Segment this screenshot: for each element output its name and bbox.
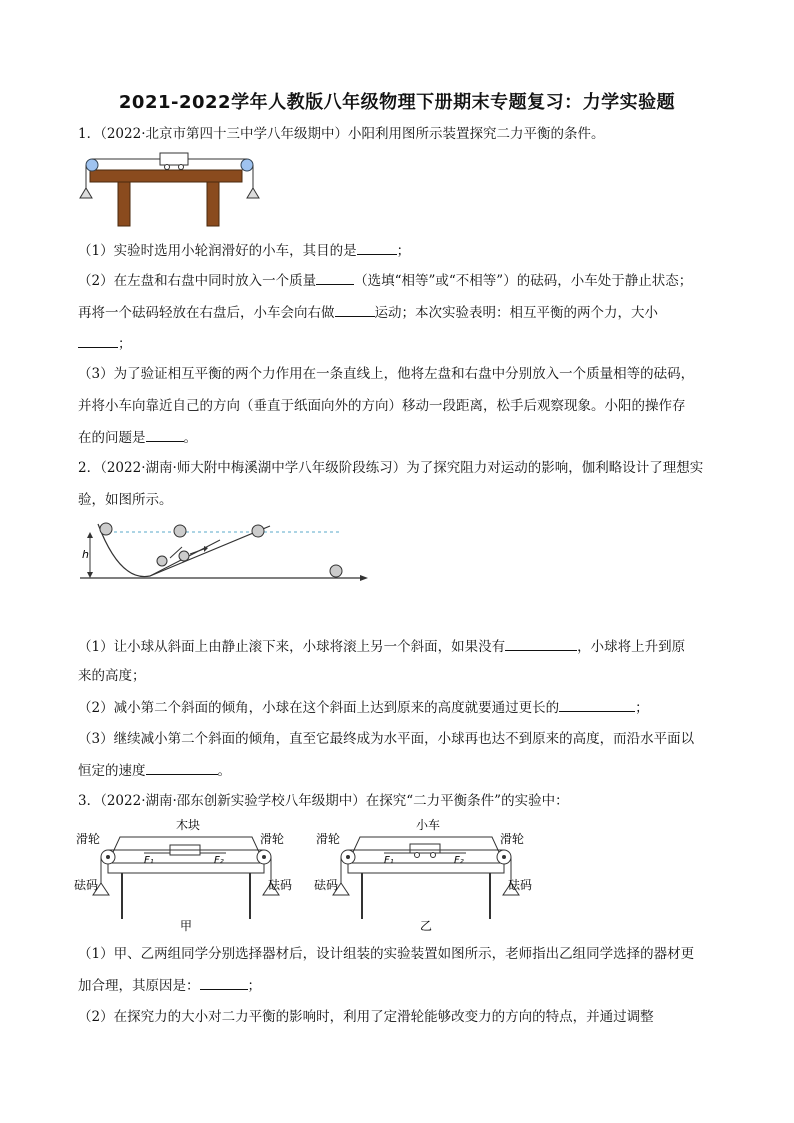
height-label: h	[82, 548, 89, 561]
force-f2-label: F₂	[454, 855, 464, 866]
object-label: 小车	[416, 818, 441, 832]
page-title: 2021-2022学年人教版八年级物理下册期末专题复习：力学实验题	[118, 92, 676, 113]
q3-figure-right	[312, 815, 542, 935]
q2-part3-line1: （3）继续减小第二个斜面的倾角，直至它最终成为水平面，小球再也达不到原来的高度，而沿水平面以	[78, 731, 695, 747]
q2-figure	[80, 520, 370, 590]
q1-stem: 1．（2022·北京市第四十三中学八年级期中）小阳利用图所示装置探究二力平衡的条件。	[78, 126, 605, 142]
force-f1-label: F₁	[384, 855, 394, 866]
weight-left-label: 砝码	[314, 878, 339, 892]
q3-part1-line1: （1）甲、乙两组同学分别选择器材后，设计组装的实验装置如图所示，老师指出乙组同学选择的器材更	[78, 946, 695, 962]
force-f2-label: F₂	[214, 855, 224, 866]
q3-figure-left	[72, 815, 302, 935]
pulley-right-label: 滑轮	[500, 832, 525, 846]
q2-stem-line2: 验，如图所示。	[78, 492, 173, 508]
figure-caption: 乙	[420, 919, 433, 933]
q1-part2-line3: ；	[78, 333, 738, 354]
q2-part1-line2: 来的高度；	[78, 668, 146, 684]
pulley-right-label: 滑轮	[260, 832, 285, 846]
weight-right-label: 砝码	[508, 878, 533, 892]
figure-caption: 甲	[180, 919, 193, 933]
q1-part3-line3: 在的问题是 。	[78, 427, 738, 448]
q2-part1-line1: （1）让小球从斜面上由静止滚下来，小球将滚上另一个斜面，如果没有 ，小球将上升到原	[78, 636, 738, 657]
q3-part1-line2: 加合理，其原因是： ；	[78, 975, 738, 996]
q1-part2-line2: 再将一个砝码轻放在右盘后，小车会向右做 运动；本次实验表明：相互平衡的两个力，大小	[78, 302, 738, 323]
weight-left-label: 砝码	[74, 878, 99, 892]
q1-part3-line2: 并将小车向靠近自己的方向（垂直于纸面向外的方向）移动一段距离，松手后观察现象。小阳的操作存	[78, 398, 686, 414]
object-label: 木块	[176, 818, 201, 832]
q3-part2-line1: （2）在探究力的大小对二力平衡的影响时，利用了定滑轮能够改变力的方向的特点，并通过调整	[78, 1009, 654, 1025]
pulley-left-label: 滑轮	[76, 832, 101, 846]
pulley-left-label: 滑轮	[316, 832, 341, 846]
q1-figure	[70, 150, 270, 230]
weight-right-label: 砝码	[268, 878, 293, 892]
q2-stem-line1: 2．（2022·湖南·师大附中梅溪湖中学八年级阶段练习）为了探究阻力对运动的影响，伽利略设计了理想实	[78, 460, 704, 476]
q2-part2: （2）减小第二个斜面的倾角，小球在这个斜面上达到原来的高度就要通过更长的 ；	[78, 697, 738, 718]
q1-part2-line1: （2）在左盘和右盘中同时放入一个质量 （选填“相等”或“不相等”）的砝码，小车处于静止状态；	[78, 270, 738, 291]
q2-part3-line2: 恒定的速度 。	[78, 760, 738, 781]
force-f1-label: F₁	[144, 855, 154, 866]
q1-part3-line1: （3）为了验证相互平衡的两个力作用在一条直线上，他将左盘和右盘中分别放入一个质量相等的砝码，	[78, 366, 695, 382]
q1-part1: （1）实验时选用小轮润滑好的小车，其目的是 ；	[78, 240, 738, 261]
q3-stem: 3．（2022·湖南·邵东创新实验学校八年级期中）在探究“二力平衡条件”的实验中：	[78, 793, 569, 809]
